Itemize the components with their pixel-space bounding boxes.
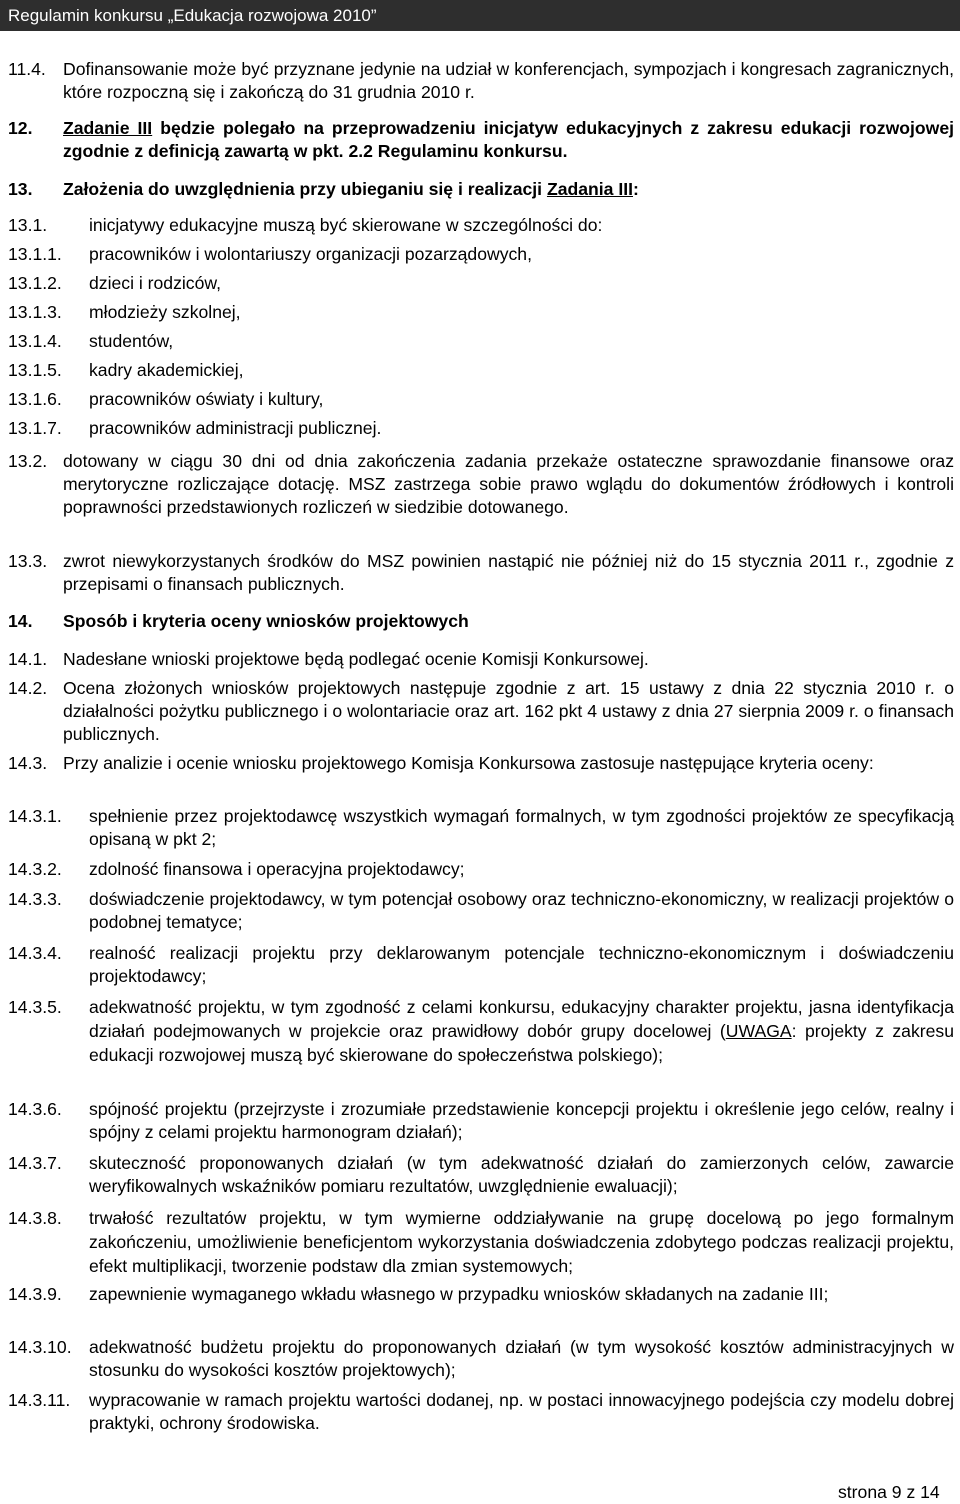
section-number: 14.3.5. — [8, 997, 62, 1017]
page-number: strona 9 z 14 — [838, 1482, 940, 1502]
criterion-14-3-4 — [8, 942, 954, 988]
section-number: 13.1.6. — [8, 389, 62, 409]
section-text: studentów, — [89, 331, 174, 351]
criterion-14-3-2 — [8, 858, 954, 881]
section-text: Ocena złożonych wniosków projektowych następuje zgodnie z art. 15 ustawy z dnia 22 stycznia 2010 r. o działalności pożytku publicznego i o wolontariacie oraz art. 162 pkt 4 ustawy z dnia 27 sierpnia 2009 r. o finansach publicznych. — [63, 678, 954, 744]
section-text: adekwatność budżetu projektu do proponowanych działań (w tym wysokość kosztów administracyjnych w stosunku do wysokości kosztów projektowych); — [89, 1337, 954, 1380]
section-text: zdolność finansowa i operacyjna projektodawcy; — [89, 859, 465, 879]
section-text: zwrot niewykorzystanych środków do MSZ powinien nastąpić nie później niż do 15 stycznia 2011 r., zgodnie z przepisami o finansach publicznych. — [63, 551, 954, 594]
section-number: 13.1.3. — [8, 302, 62, 322]
section-heading — [63, 178, 954, 201]
section-text: spełnienie przez projektodawcę wszystkich wymagań formalnych, w tym zgodności projektów ze specyfikacją opisaną w pkt 2; — [89, 806, 954, 849]
section-number: 13.1.4. — [8, 331, 62, 351]
list-item-13-1-7 — [8, 417, 954, 439]
section-text: kadry akademickiej, — [89, 360, 244, 380]
section-text: pracowników i wolontariuszy organizacji pozarządowych, — [89, 244, 532, 264]
section-13-2 — [8, 450, 954, 519]
section-number: 14.1. — [8, 649, 48, 669]
section-number: 14. — [8, 611, 33, 631]
section-text: zapewnienie wymaganego wkładu własnego w przypadku wniosków składanych na zadanie III; — [89, 1284, 829, 1304]
section-number: 14.3.10. — [8, 1337, 72, 1357]
section-number: 13.2. — [8, 451, 48, 471]
section-number: 14.3.2. — [8, 859, 62, 879]
section-14-3 — [8, 752, 954, 775]
section-13-3 — [8, 550, 954, 596]
criterion-14-3-10 — [8, 1336, 954, 1382]
list-item-13-1-1 — [8, 243, 954, 265]
section-text-rest: : projekty z zakresu edukacji rozwojowej muszą być skierowane do społeczeństwa polskiego); — [89, 1021, 954, 1065]
heading-colon: : — [633, 179, 639, 199]
list-item-13-1-4 — [8, 330, 954, 352]
section-text: doświadczenie projektodawcy, w tym potencjał osobowy oraz techniczno-ekonomiczny, w realizacji projektów o podobnej tematyce; — [89, 889, 954, 932]
list-item-13-1-5 — [8, 359, 954, 381]
criterion-14-3-7 — [8, 1152, 954, 1198]
section-text: skuteczność proponowanych działań (w tym adekwatność działań do zamierzonych celów, zawarcie weryfikowalnych wskaźników pomiaru rezultatów, uwzględnienie ewaluacji); — [89, 1153, 954, 1196]
section-text: dotowany w ciągu 30 dni od dnia zakończenia zadania przekaże ostateczne sprawozdanie finansowe oraz merytoryczne rozliczające dotację. MSZ zastrzega sobie prawo wglądu do dokumentów źródłowych i kontroli poprawności przedstawionych rozliczeń w siedzibie dotowanego. — [63, 451, 954, 517]
section-text: Przy analizie i ocenie wniosku projektowego Komisja Konkursowa zastosuje następujące kryteria oceny: — [63, 753, 874, 773]
task-name: Zadanie III — [63, 118, 153, 138]
criterion-14-3-3 — [8, 888, 954, 934]
warning-label: UWAGA — [725, 1021, 792, 1041]
section-14-2 — [8, 677, 954, 746]
section-number: 14.3.11. — [8, 1390, 71, 1410]
section-number: 13.1.5. — [8, 360, 62, 380]
section-text: realność realizacji projektu przy deklarowanym potencjale techniczno-ekonomicznym i doświadczeniu projektodawcy; — [89, 943, 954, 986]
section-number: 14.3.9. — [8, 1284, 62, 1304]
criterion-14-3-11 — [8, 1389, 954, 1435]
section-12 — [8, 117, 954, 163]
section-text — [63, 117, 954, 163]
section-number: 14.3.8. — [8, 1208, 62, 1228]
section-number: 14.3.3. — [8, 889, 62, 909]
section-text — [89, 995, 954, 1067]
section-14-1 — [8, 648, 954, 671]
section-number: 14.3.4. — [8, 943, 62, 963]
section-text: młodzieży szkolnej, — [89, 302, 241, 322]
criterion-14-3-8 — [8, 1206, 954, 1278]
section-text: Dofinansowanie może być przyznane jedynie na udział w konferencjach, sympozjach i kongresach zagranicznych, które rozpoczną się i zakończą do 31 grudnia 2010 r. — [63, 59, 954, 102]
section-text: spójność projektu (przejrzyste i zrozumiałe przedstawienie koncepcji projektu i określenie jego celów, realny i spójny z celami projektu harmonogram działań); — [89, 1099, 954, 1142]
section-11-4 — [8, 58, 954, 104]
section-number: 13.1.2. — [8, 273, 62, 293]
section-13-1 — [8, 214, 954, 236]
section-number: 14.3.1. — [8, 806, 62, 826]
section-number: 13.3. — [8, 551, 48, 571]
section-number: 11.4. — [8, 59, 46, 79]
criterion-14-3-1 — [8, 805, 954, 851]
list-item-13-1-3 — [8, 301, 954, 323]
document-header — [0, 0, 960, 31]
document-title: Regulamin konkursu „Edukacja rozwojowa 2010” — [8, 6, 377, 25]
task-name: Zadania III — [546, 179, 633, 199]
section-number: 13.1.1. — [8, 244, 62, 264]
section-number: 14.3.7. — [8, 1153, 62, 1173]
section-number: 14.3.6. — [8, 1099, 62, 1119]
section-number: 14.3. — [8, 753, 48, 773]
section-number: 13.1.7. — [8, 418, 62, 438]
section-text: dzieci i rodziców, — [89, 273, 222, 293]
section-heading: Sposób i kryteria oceny wniosków projektowych — [63, 611, 469, 631]
section-text-part: adekwatność projektu, w tym zgodność z celami konkursu, edukacyjny charakter projektu, jasna identyfikacja działań podejmowanych w projekcie oraz prawidłowy dobór grupy docelowej ( — [89, 997, 954, 1041]
section-text-rest: będzie polegało na przeprowadzeniu inicjatyw edukacyjnych z zakresu edukacji rozwojowej zgodnie z definicją zawartą w pkt. 2.2 Regulaminu konkursu. — [63, 118, 954, 161]
section-text: Nadesłane wnioski projektowe będą podlegać ocenie Komisji Konkursowej. — [63, 649, 649, 669]
section-text: trwałość rezultatów projektu, w tym wymierne oddziaływanie na grupę docelową po jego formalnym zakończeniu, umożliwienie beneficjentom wykorzystania doświadczenia zdobytego podczas realizacji projektu, efekt multiplikacji, tworzenie podstaw dla zmian systemowych; — [89, 1208, 954, 1276]
section-text: pracowników oświaty i kultury, — [89, 389, 324, 409]
section-number: 13. — [8, 179, 33, 199]
list-item-13-1-6 — [8, 388, 954, 410]
list-item-13-1-2 — [8, 272, 954, 294]
section-13 — [8, 178, 954, 201]
criterion-14-3-6 — [8, 1098, 954, 1144]
heading-text: Założenia do uwzględnienia przy ubieganiu się i realizacji — [63, 179, 547, 199]
criterion-14-3-9 — [8, 1283, 954, 1306]
section-number: 12. — [8, 118, 33, 138]
section-text: inicjatywy edukacyjne muszą być skierowane w szczególności do: — [89, 215, 603, 235]
section-text: wypracowanie w ramach projektu wartości dodanej, np. w postaci innowacyjnego podejścia czy modelu dobrej praktyki, ochrony środowiska. — [89, 1390, 954, 1433]
criterion-14-3-5 — [8, 995, 954, 1067]
section-text: pracowników administracji publicznej. — [89, 418, 382, 438]
section-number: 13.1. — [8, 215, 48, 235]
section-number: 14.2. — [8, 678, 48, 698]
section-14 — [8, 610, 954, 633]
